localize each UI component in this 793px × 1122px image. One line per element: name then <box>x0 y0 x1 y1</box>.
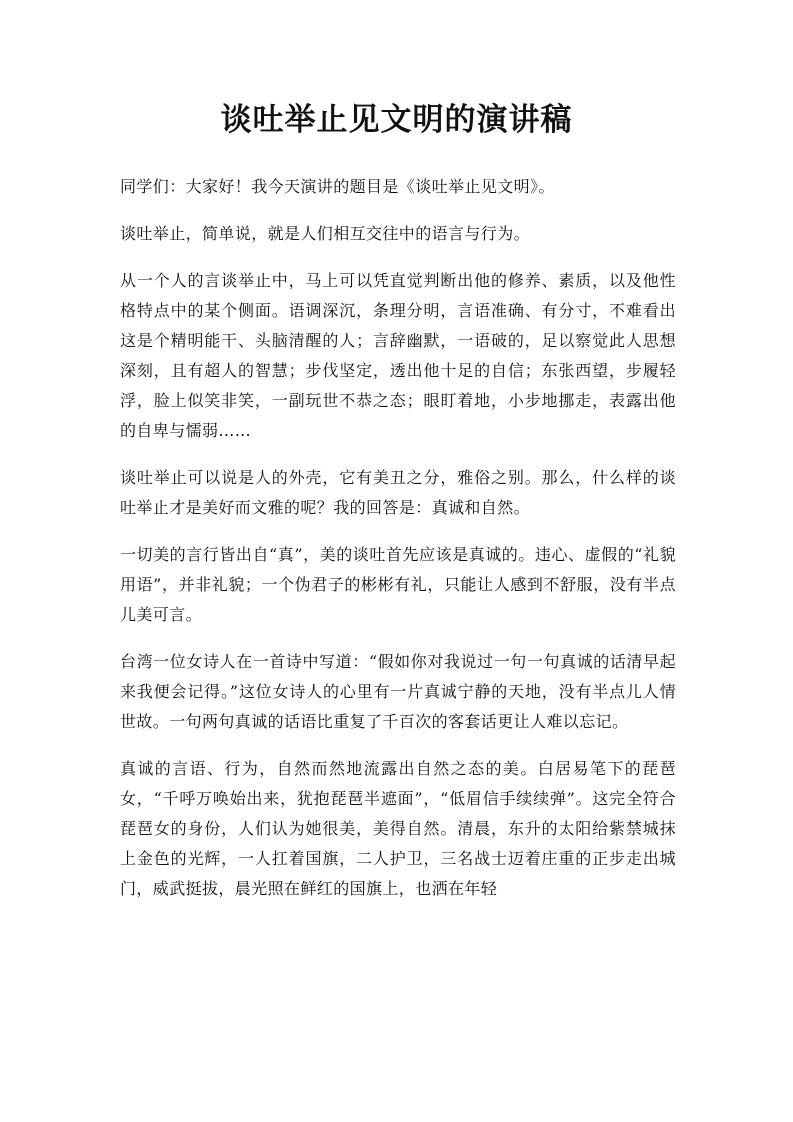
paragraph-beauty-question: 谈吐举止可以说是人的外壳，它有美丑之分，雅俗之别。那么，什么样的谈吐举止才是美好而文雅的呢？我的回答是：真诚和自然。 <box>120 468 676 517</box>
paragraph-character-judgement: 从一个人的言谈举止中，马上可以凭直觉判断出他的修养、素质，以及他性格特点中的某个侧面。语调深沉，条理分明，言语准确、有分寸，不难看出这是个精明能干、头脑清醒的人；言辞幽默，一语破的，足以察觉此人思想深刻，且有超人的智慧；步伐坚定，透出他十足的自信；东张西望，步履轻浮，脸上似笑非笑，一副玩世不恭之态；眼盯着地，小步地挪走，表露出他的自卑与懦弱…… <box>120 271 676 440</box>
document-title: 谈吐举止见文明的演讲稿 <box>220 102 573 138</box>
paragraph-sincerity: 一切美的言行皆出自“真”，美的谈吐首先应该是真诚的。违心、虚假的“礼貌用语”，并非礼貌；一个伪君子的彬彬有礼，只能让人感到不舒服，没有半点儿美可言。 <box>120 545 676 624</box>
paragraph-greeting: 同学们：大家好！我今天演讲的题目是《谈吐举止见文明》。 <box>120 177 555 196</box>
paragraph-natural-beauty: 真诚的言语、行为，自然而然地流露出自然之态的美。白居易笔下的琵琶女，“千呼万唤始出来，犹抱琵琶半遮面”，“低眉信手续续弹”。这完全符合琵琶女的身份，人们认为她很美，美得自然。清晨，东升的太阳给紫禁城抹上金色的光辉，一人扛着国旗，二人护卫，三名战士迈着庄重的正步走出城门，威武挺拔，晨光照在鲜红的国旗上，也洒在年轻 <box>120 759 676 898</box>
paragraph-poet-quote: 台湾一位女诗人在一首诗中写道：“假如你对我说过一句一句真诚的话清早起来我便会记得。”这位女诗人的心里有一片真诚宁静的天地，没有半点儿人情世故。一句两句真诚的话语比重复了千百次的客套话更让人难以忘记。 <box>120 652 676 731</box>
document-body <box>120 172 676 921</box>
paragraph-definition: 谈吐举止，简单说，就是人们相互交往中的语言与行为。 <box>120 224 531 243</box>
